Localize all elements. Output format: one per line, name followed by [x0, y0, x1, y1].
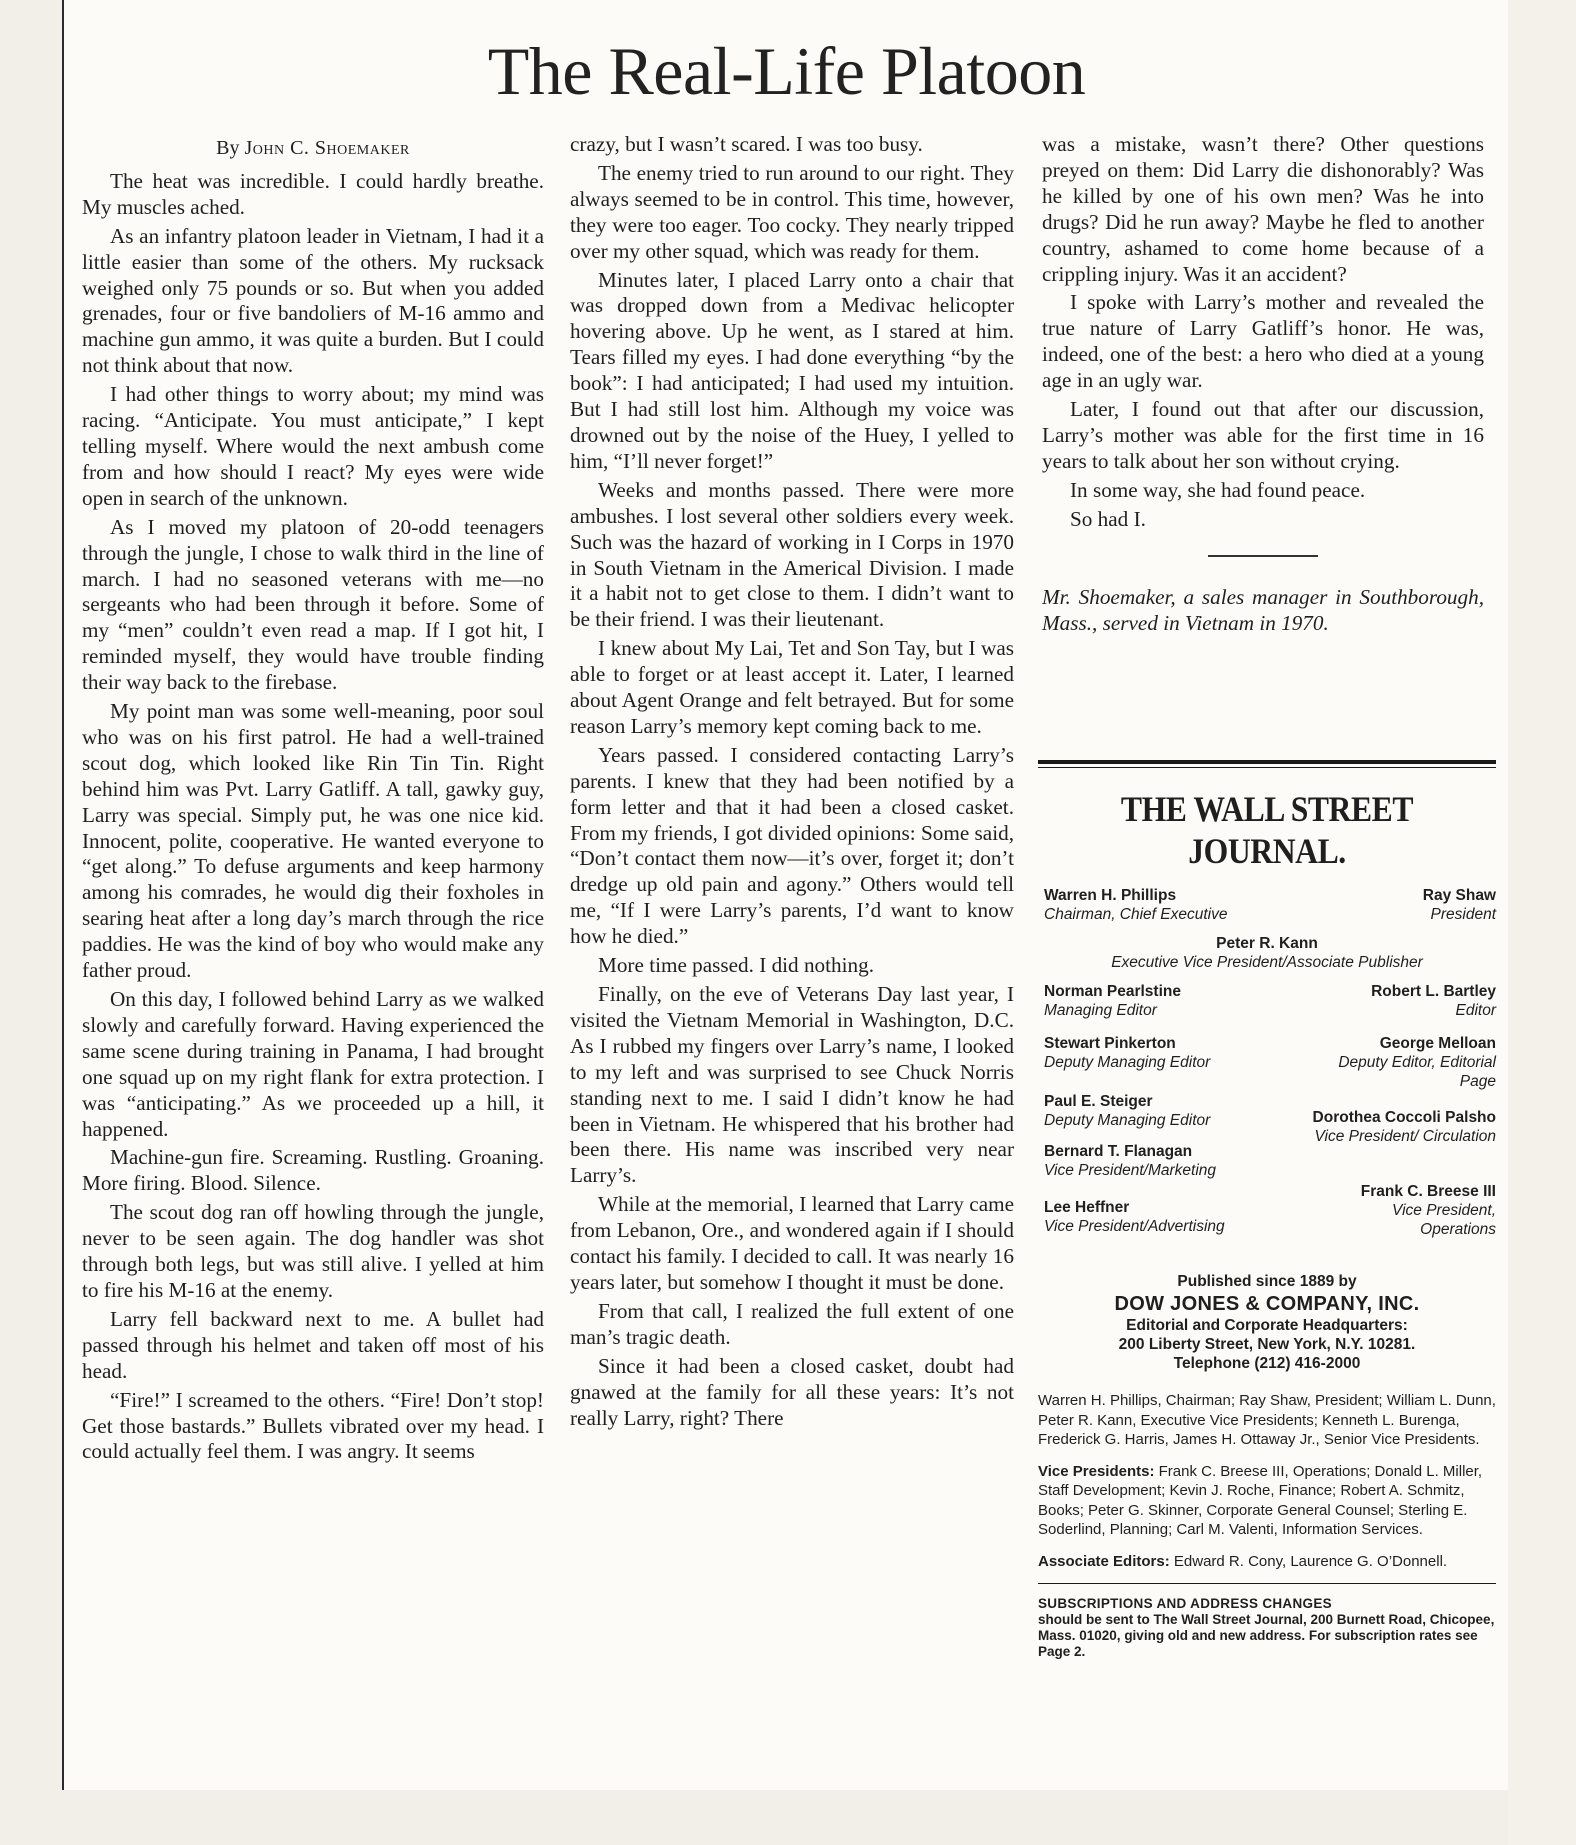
- paragraph: Weeks and months passed. There were more ambushes. I lost several other soldiers every week. Such was the hazard of working in I Corps in 1970 in South Vietnam in the Americal Division. I made it a habit not to get close to them. I didn’t want to be their friend. I was their lieutenant.: [570, 477, 1014, 632]
- staff-entry: [1326, 1034, 1496, 1091]
- staff-entry: [1044, 1092, 1210, 1130]
- staff-list: [1038, 886, 1496, 1256]
- staff-name: Paul E. Steiger: [1044, 1093, 1153, 1110]
- company-name: DOW JONES & COMPANY, INC.: [1114, 1293, 1420, 1315]
- staff-name: Robert L. Bartley: [1371, 983, 1496, 1000]
- staff-name: Ray Shaw: [1422, 887, 1496, 904]
- paragraph: crazy, but I wasn’t scared. I was too busy.: [570, 132, 923, 156]
- paragraph: Later, I found out that after our discussion, Larry’s mother was able for the first time in 16 years to talk about her son without crying.: [1042, 397, 1484, 473]
- vp-list: Frank C. Breese III, Operations; Donald L. Miller, Staff Development; Kevin J. Roche, Finance; Robert A. Schmitz, Books; Peter G. Skinner, Corporate General Counsel; Sterling E. Soderlind, Planning; Carl M. Valenti, Information Services.: [1038, 1462, 1483, 1538]
- paragraph: The heat was incredible. I could hardly breathe. My muscles ached.: [82, 168, 544, 219]
- staff-entry: [1038, 934, 1496, 972]
- staff-title: Vice President/Advertising: [1044, 1218, 1225, 1235]
- paragraph: Minutes later, I placed Larry onto a chair that was dropped down from a Medivac helicopter hovering above. Up he went, as I stared at him. Tears filled my eyes. I had done everything “by the book”: I had anticipated; I had used my intuition. But I had still lost him. Although my voice was drowned out by the noise of the Huey, I yelled to him, “I’ll never forget!”: [570, 267, 1014, 473]
- hq-label: Editorial and Corporate Headquarters:: [1126, 1317, 1408, 1334]
- newspaper-page: [62, 0, 1509, 1790]
- page-margin: [1508, 0, 1576, 1845]
- staff-name: Dorothea Coccoli Palsho: [1312, 1109, 1496, 1126]
- paragraph: My point man was some well-meaning, poor soul who was on his first patrol. He had a well-trained scout dog, which looked like Rin Tin Tin. Right behind him was Pvt. Larry Gatliff. A tall, gawky guy, Larry was special. Simply put, he was one nice kid. Innocent, polite, cooperative. He wanted everyone to “get along.” To defuse arguments and keep harmony among his comrades, he would dig their foxholes in searing heat after a long day’s march through the rice paddies. He was the kind of boy who would make any father proud.: [82, 699, 544, 983]
- assoc-list: Edward R. Cony, Laurence G. O’Donnell.: [1173, 1552, 1448, 1570]
- staff-entry: [1044, 1198, 1225, 1236]
- byline: [82, 136, 544, 162]
- officers-list: [1038, 1391, 1496, 1571]
- masthead-rule: [1038, 767, 1496, 768]
- staff-title: Chairman, Chief Executive: [1044, 906, 1228, 923]
- staff-title: Editor: [1455, 1002, 1496, 1019]
- subscriptions-notice: [1038, 1596, 1496, 1660]
- paragraph: was a mistake, wasn’t there? Other questions preyed on them: Did Larry die dishonorably? Was he killed by one of his own men? Was he into drugs? Did he run away? Maybe he fled to another country, ashamed to come home because of a crippling injury. Was it an accident?: [1042, 132, 1484, 286]
- staff-title: Deputy Editor, Editorial Page: [1338, 1054, 1496, 1090]
- staff-entry: [1044, 1034, 1210, 1072]
- staff-title: Vice President/Marketing: [1044, 1162, 1217, 1179]
- staff-name: George Melloan: [1379, 1035, 1496, 1052]
- staff-entry: [1371, 982, 1496, 1020]
- staff-title: Vice President/ Circulation: [1314, 1128, 1496, 1145]
- staff-title: President: [1430, 906, 1496, 923]
- paragraph: Finally, on the eve of Veterans Day last year, I visited the Vietnam Memorial in Washington, D.C. As I rubbed my fingers over Larry’s name, I looked to my left and was surprised to see Chuck Norris standing next to me. I said I didn’t know he had been in Vietnam. He whispered that his brother had been there. His name was inscribed very near Larry’s.: [570, 982, 1014, 1188]
- staff-name: Stewart Pinkerton: [1044, 1035, 1176, 1052]
- paragraph: So had I.: [1070, 506, 1146, 531]
- vp-label: Vice Presidents:: [1038, 1462, 1155, 1480]
- associate-editors: [1038, 1552, 1496, 1572]
- wsj-masthead: [1038, 760, 1496, 1775]
- paragraph: From that call, I realized the full extent of one man’s tragic death.: [570, 1298, 1014, 1349]
- staff-title: Deputy Managing Editor: [1044, 1112, 1211, 1129]
- paragraph: As I moved my platoon of 20-odd teenagers through the jungle, I chose to walk third in the line of march. I had no seasoned veterans with me—no sergeants who had been through it before. Some of my “men” couldn’t even read a map. If I got hit, I reminded myself, they would have trouble finding their way back to the firebase.: [82, 514, 544, 695]
- staff-entry: [1044, 982, 1181, 1020]
- assoc-label: Associate Editors:: [1038, 1552, 1170, 1570]
- staff-entry: [1423, 886, 1496, 924]
- masthead-rule: [1038, 760, 1496, 764]
- staff-name: Frank C. Breese III: [1360, 1183, 1496, 1200]
- paragraph: I spoke with Larry’s mother and revealed the true nature of Larry Gatliff’s honor. He was, indeed, one of the best: a hero who died at a young age in an ugly war.: [1042, 290, 1484, 393]
- paragraph: The enemy tried to run around to our right. They always seemed to be in control. This time, however, they were too eager. Too cocky. They nearly tripped over my other squad, which was ready for them.: [570, 160, 1014, 263]
- paragraph: More time passed. I did nothing.: [598, 953, 874, 978]
- paragraph: Years passed. I considered contacting Larry’s parents. I knew that they had been notified by a form letter and that it had been a closed casket. From my friends, I got divided opinions: Some said, “Don’t contact them now—it’s over, forget it; don’t dredge up old pain and agony.” Others would tell me, “If I were Larry’s parents, I’d want to know how he died.”: [570, 742, 1014, 949]
- byline-prefix: By: [216, 137, 240, 159]
- byline-author: John C. Shoemaker: [244, 137, 410, 159]
- publisher-block: [1038, 1272, 1496, 1373]
- staff-entry: [1044, 886, 1228, 924]
- masthead-rule: [1038, 1583, 1496, 1584]
- masthead-title: THE WALL STREET JOURNAL.: [1120, 789, 1414, 871]
- staff-title: Managing Editor: [1044, 1002, 1157, 1019]
- author-note: Mr. Shoemaker, a sales manager in Southborough, Mass., served in Vietnam in 1970.: [1042, 584, 1484, 635]
- subs-text: should be sent to The Wall Street Journal, 200 Burnett Road, Chicopee, Mass. 01020, giving old and new address. For subscription rates see Page 2.: [1038, 1612, 1495, 1659]
- paragraph: In some way, she had found peace.: [1070, 477, 1366, 502]
- hq-address: 200 Liberty Street, New York, N.Y. 10281.: [1118, 1336, 1416, 1353]
- vice-presidents: [1038, 1462, 1496, 1540]
- staff-name: Bernard T. Flanagan: [1044, 1143, 1193, 1160]
- paragraph: On this day, I followed behind Larry as we walked slowly and carefully forward. Having experienced the same scene during training in Panama, I had brought one squad up on my right flank for extra protection. I was “anticipating.” As we proceeded up a hill, it happened.: [82, 987, 544, 1141]
- paragraph: While at the memorial, I learned that Larry came from Lebanon, Ore., and wondered again if I should contact his family. I decided to call. It was nearly 16 years later, but somehow I thought it must be done.: [570, 1192, 1014, 1294]
- paragraph: I had other things to worry about; my mind was racing. “Anticipate. You must anticipate,” I kept telling myself. Where would the next ambush come from and how should I react? My eyes were wide open in search of the unknown.: [82, 382, 544, 510]
- hq-phone: Telephone (212) 416-2000: [1173, 1355, 1361, 1372]
- paragraph: Machine-gun fire. Screaming. Rustling. Groaning. More firing. Blood. Silence.: [82, 1145, 544, 1196]
- corporate-officers: Warren H. Phillips, Chairman; Ray Shaw, President; William L. Dunn, Peter R. Kann, Executive Vice Presidents; Kenneth L. Burenga, Frederick G. Harris, James H. Ottaway Jr., Senior Vice Presidents.: [1038, 1392, 1496, 1448]
- article-column-2: [570, 132, 1014, 1434]
- staff-entry: [1266, 1108, 1496, 1146]
- paragraph: As an infantry platoon leader in Vietnam, I had it a little easier than some of the others. My rucksack weighed only 75 pounds or so. But when you added grenades, four or five bandoliers of M-16 ammo and machine gun ammo, it was quite a burden. But I could not think about that now.: [82, 223, 544, 378]
- paragraph: Since it had been a closed casket, doubt had gnawed at the family for all these years: It’s not really Larry, right? There: [570, 1353, 1014, 1430]
- paragraph: I knew about My Lai, Tet and Son Tay, but I was able to forget or at least accept it. Later, I learned about Agent Orange and felt betrayed. But for some reason Larry’s memory kept coming back to me.: [570, 636, 1014, 738]
- subs-heading: SUBSCRIPTIONS AND ADDRESS CHANGES: [1038, 1596, 1332, 1611]
- article-column-3: [1042, 132, 1484, 639]
- staff-entry: [1044, 1142, 1216, 1180]
- paragraph: The scout dog ran off howling through the jungle, never to be seen again. The dog handler was shot through both legs, but was still alive. I yelled at him to fire his M-16 at the enemy.: [82, 1200, 544, 1302]
- staff-entry: [1316, 1182, 1496, 1239]
- staff-title: Executive Vice President/Associate Publisher: [1111, 954, 1423, 971]
- paragraph: Larry fell backward next to me. A bullet had passed through his helmet and taken off most of his head.: [82, 1306, 544, 1383]
- staff-name: Peter R. Kann: [1216, 935, 1318, 952]
- staff-title: Deputy Managing Editor: [1044, 1054, 1211, 1071]
- article-column-1: [82, 132, 544, 1468]
- staff-name: Norman Pearlstine: [1044, 983, 1181, 1000]
- paragraph: “Fire!” I screamed to the others. “Fire! Don’t stop! Get those bastards.” Bullets vibrated over my head. I could actually feel them. I was angry. It seems: [82, 1387, 544, 1464]
- staff-name: Warren H. Phillips: [1044, 887, 1177, 904]
- staff-name: Lee Heffner: [1044, 1199, 1130, 1216]
- staff-title: Vice President, Operations: [1392, 1202, 1496, 1238]
- published-since: Published since 1889 by: [1177, 1273, 1357, 1290]
- section-divider: [1208, 555, 1318, 557]
- article-headline: The Real-Life Platoon: [487, 33, 1086, 109]
